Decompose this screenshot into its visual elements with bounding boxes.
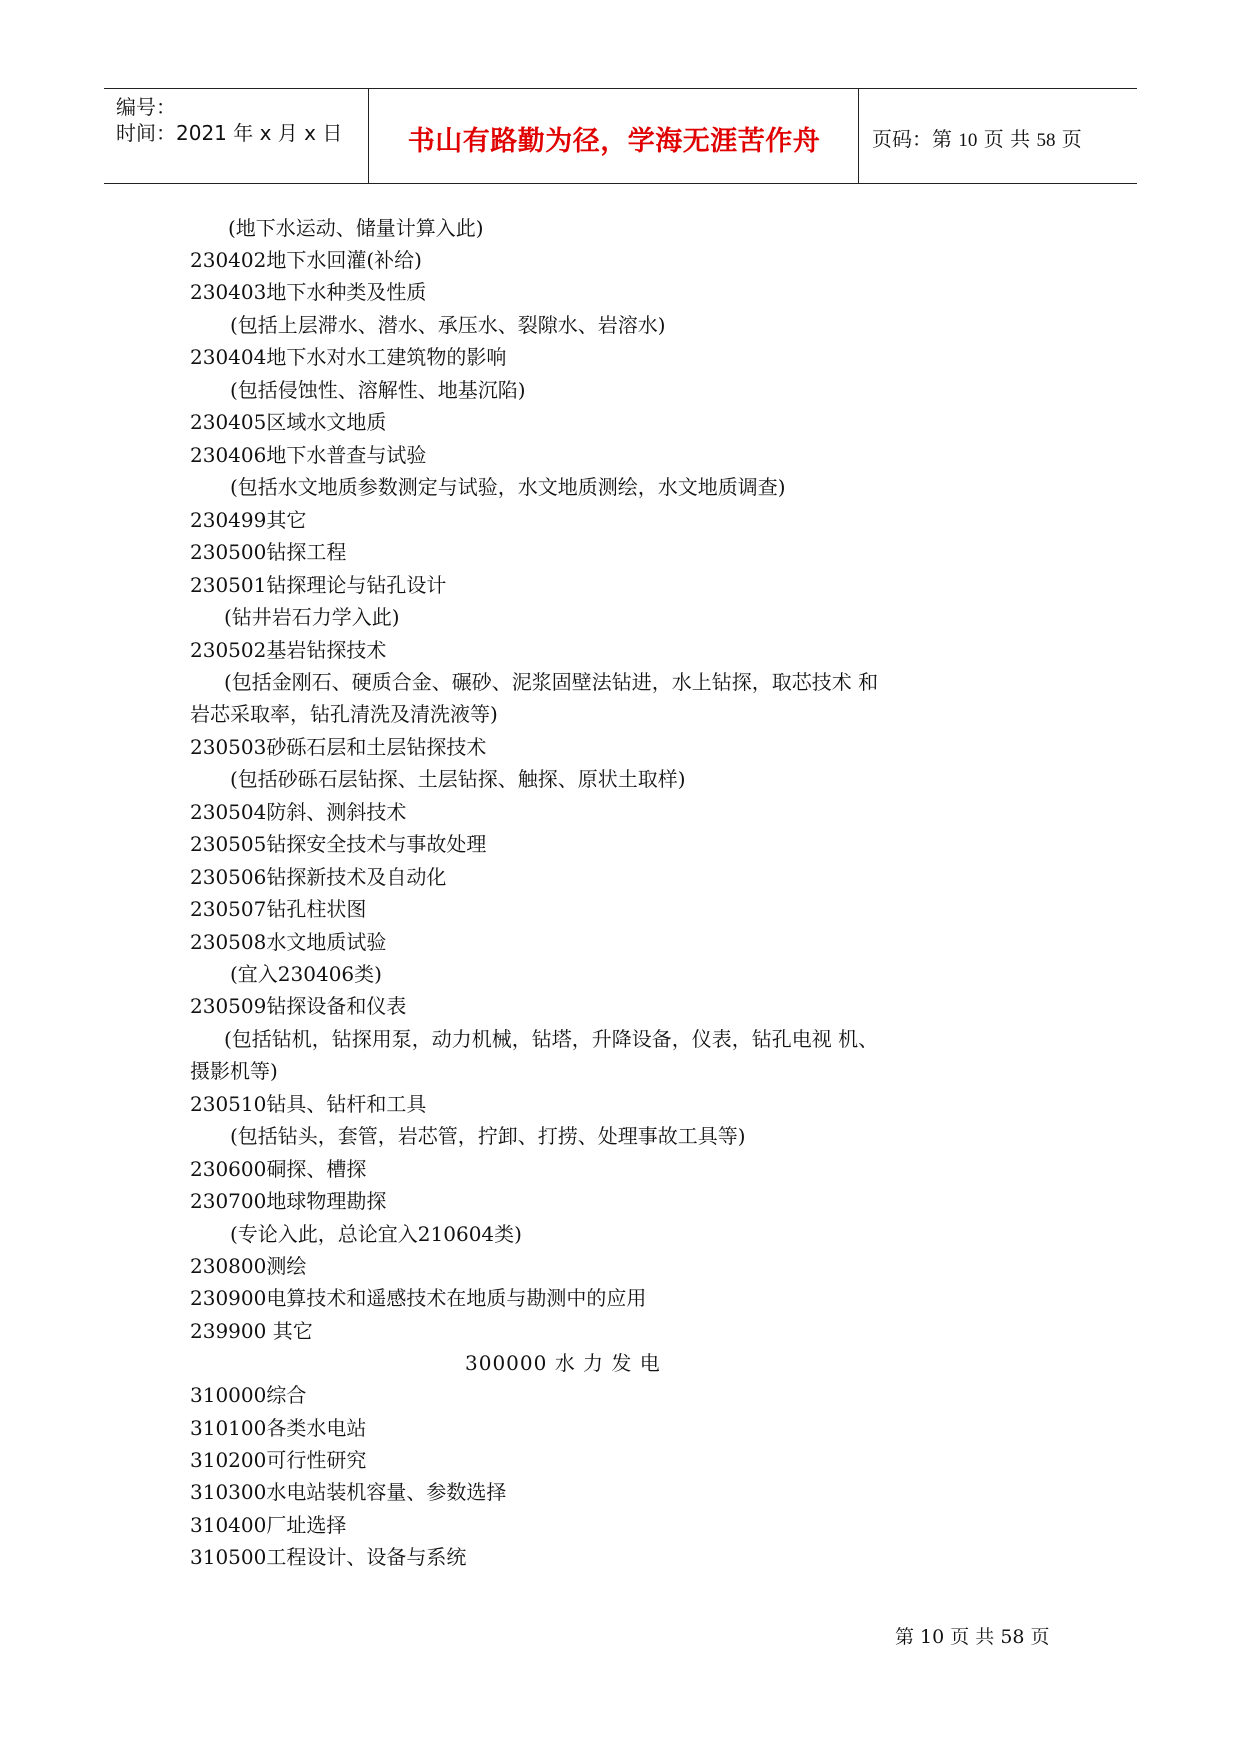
text-line: 230506钻探新技术及自动化: [190, 865, 447, 889]
text-line: 230505钻探安全技术与事故处理: [190, 832, 487, 856]
text-line: 230900电算技术和遥感技术在地质与勘测中的应用: [190, 1286, 647, 1310]
header-middle-cell: [370, 89, 858, 183]
text-line: 230405区域水文地质: [190, 410, 387, 434]
text-line: 摄影机等): [190, 1059, 278, 1083]
text-line: (包括金刚石、硬质合金、碾砂、泥浆固壁法钻进，水上钻探，取芯技术 和: [224, 670, 879, 694]
text-line: 310200可行性研究: [190, 1448, 367, 1472]
text-line: 310100各类水电站: [190, 1416, 367, 1440]
text-line: 310300水电站装机容量、参数选择: [190, 1480, 507, 1504]
text-line: 岩芯采取率，钻孔清洗及清洗液等): [190, 702, 498, 726]
text-line: 230504防斜、测斜技术: [190, 800, 407, 824]
motto: 书山有路勤为径，学海无涯苦作舟: [407, 126, 821, 157]
text-line: 230406地下水普查与试验: [190, 443, 427, 467]
text-line: (包括砂砾石层钻探、土层钻探、触探、原状土取样): [230, 767, 686, 791]
text-line: 230402地下水回灌(补给): [190, 248, 422, 272]
text-line: 230404地下水对水工建筑物的影响: [190, 345, 507, 369]
text-line: 230509钻探设备和仪表: [190, 994, 407, 1018]
header-right-cell: [860, 89, 1137, 183]
text-line: (包括钻机，钻探用泵，动力机械，钻塔，升降设备，仪表，钻孔电视 机、: [224, 1027, 879, 1051]
page-header: [104, 88, 1137, 184]
text-line: 310400厂址选择: [190, 1513, 347, 1537]
text-line: 230499其它: [190, 508, 307, 532]
header-divider: [858, 89, 859, 183]
section-heading: 300000 水 力 发 电: [465, 1351, 661, 1375]
text-line: 230700地球物理勘探: [190, 1189, 387, 1213]
page-prefix: 页码：第: [872, 127, 952, 151]
text-line: (包括侵蚀性、溶解性、地基沉陷): [230, 378, 526, 402]
text-line: 230403地下水种类及性质: [190, 280, 427, 304]
header-divider: [368, 89, 369, 183]
text-line: (专论入此，总论宜入210604类): [230, 1222, 522, 1246]
page-suffix: 页: [1061, 127, 1082, 151]
text-line: (包括水文地质参数测定与试验，水文地质测绘，水文地质调查): [230, 475, 786, 499]
text-line: 230503砂砾石层和土层钻探技术: [190, 735, 487, 759]
text-line: (钻井岩石力学入此): [224, 605, 400, 629]
text-line: 230502基岩钻探技术: [190, 638, 387, 662]
text-line: 230508水文地质试验: [190, 930, 387, 954]
code-label: 编号：: [116, 95, 176, 119]
text-line: 239900 其它: [190, 1319, 313, 1343]
text-line: 230800测绘: [190, 1254, 307, 1278]
time-label: 时间：2021 年 x 月 x 日: [116, 121, 343, 145]
text-line: 230501钻探理论与钻孔设计: [190, 573, 447, 597]
text-line: 230507钻孔柱状图: [190, 897, 367, 921]
text-line: 230600硐探、槽探: [190, 1157, 367, 1181]
text-line: 230500钻探工程: [190, 540, 347, 564]
text-line: 310000综合: [190, 1383, 307, 1407]
text-line: 230510钻具、钻杆和工具: [190, 1092, 427, 1116]
text-line: (包括钻头，套管，岩芯管，拧卸、打捞、处理事故工具等): [230, 1124, 746, 1148]
header-left-cell: [104, 89, 368, 183]
page-number: 10: [958, 130, 978, 151]
text-line: (宜入230406类): [230, 962, 382, 986]
page-total: 58: [1036, 130, 1056, 151]
text-line: (包括上层滞水、潜水、承压水、裂隙水、岩溶水): [230, 313, 666, 337]
page-indicator: [872, 123, 1082, 152]
text-line: (地下水运动、储量计算入此): [228, 216, 484, 240]
page-footer: 第 10 页 共 58 页: [895, 1626, 1050, 1648]
text-line: 310500工程设计、设备与系统: [190, 1545, 467, 1569]
page-mid: 页 共: [983, 127, 1031, 151]
